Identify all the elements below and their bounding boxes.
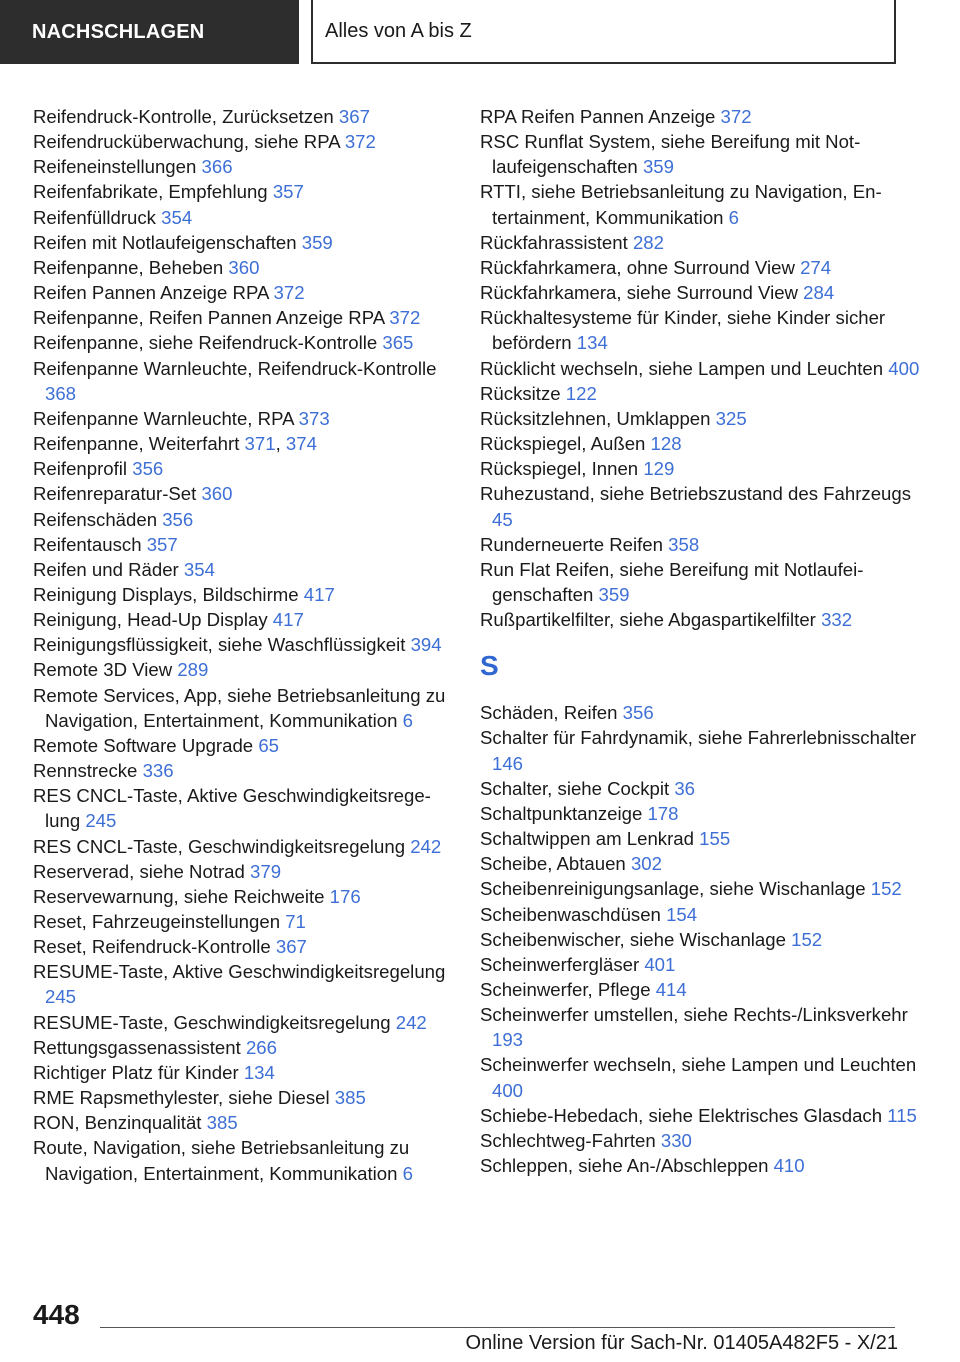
index-term: RME Rapsmethylester, siehe Diesel: [33, 1087, 330, 1109]
index-term: Reinigungsflüssigkeit, siehe Waschflüssigkeit: [33, 634, 406, 656]
index-entry: [33, 305, 453, 330]
index-term: Reifenpanne, siehe Reifendruck-Kontrolle: [33, 332, 378, 354]
page-reference-link[interactable]: 367: [338, 106, 370, 127]
page-reference-link[interactable]: 152: [791, 928, 823, 950]
page-reference-link[interactable]: 373: [298, 407, 330, 429]
page-reference-link[interactable]: 6: [728, 206, 740, 228]
index-entry: [33, 330, 453, 355]
index-entry: [480, 557, 920, 607]
index-term: Rücksitze: [480, 382, 561, 404]
index-term: Run Flat Reifen, siehe Bereifung mit Notlaufeigenschaften: [480, 558, 864, 605]
page-reference-link[interactable]: 274: [800, 256, 832, 278]
index-term: Reset, Reifendruck-Kontrolle: [33, 936, 271, 958]
index-group-r: [480, 104, 920, 632]
page-reference-link[interactable]: 6: [402, 1162, 413, 1184]
page-reference-link[interactable]: 65: [258, 734, 279, 756]
page-reference-link[interactable]: 372: [720, 106, 752, 127]
index-term: Route, Navigation, siehe Betriebsanleitung zu Navigation, Entertainment, Kommunikation: [33, 1137, 410, 1184]
page-reference-link[interactable]: 356: [162, 508, 194, 530]
page-reference-link[interactable]: 289: [177, 659, 209, 681]
index-entry: [33, 758, 453, 783]
index-entry: [480, 431, 920, 456]
page-reference-link[interactable]: 372: [273, 282, 305, 304]
page-reference-link[interactable]: 115: [887, 1104, 917, 1126]
page-reference-link[interactable]: 400: [888, 357, 920, 379]
index-entry: [33, 230, 453, 255]
index-term: RES CNCL-Taste, Geschwindigkeitsregelung: [33, 835, 406, 857]
index-entry: [33, 909, 453, 934]
page-reference-link[interactable]: 401: [644, 953, 676, 975]
index-term: Rücklicht wechseln, siehe Lampen und Leuchten: [480, 357, 884, 379]
index-group-s: [480, 700, 920, 1178]
page-reference-link[interactable]: 359: [598, 583, 630, 605]
index-entry: [33, 1085, 453, 1110]
index-term: Reifenpanne, Reifen Pannen Anzeige RPA: [33, 307, 385, 329]
page-reference-link[interactable]: 360: [228, 256, 260, 278]
index-entry: [480, 977, 920, 1002]
index-entry: [480, 1128, 920, 1153]
index-entry: [480, 305, 920, 355]
index-entry: [480, 1153, 920, 1178]
index-entry: [480, 952, 920, 977]
index-term: Scheibenwischer, siehe Wischanlage: [480, 928, 786, 950]
index-entry: [33, 104, 453, 129]
page-reference-link[interactable]: 332: [821, 609, 853, 631]
page-reference-link[interactable]: 368: [45, 382, 77, 404]
index-term: Reinigung, Head-Up Display: [33, 609, 268, 631]
index-term: Reservewarnung, siehe Reichweite: [33, 885, 325, 907]
page-reference-link[interactable]: 282: [632, 231, 664, 253]
index-term: Reifeneinstellungen: [33, 156, 197, 178]
index-entry: [33, 507, 453, 532]
page-reference-link[interactable]: 178: [647, 802, 679, 824]
index-term: RESUME-Taste, Aktive Geschwindigkeitsregelung: [33, 961, 446, 983]
page-reference-link[interactable]: 385: [206, 1112, 238, 1134]
index-term: Schlechtweg-Fahrten: [480, 1129, 656, 1151]
index-term: Scheinwerfer, Pflege: [480, 979, 651, 1000]
index-term: RTTI, siehe Betriebsanleitung zu Navigation, Entertainment, Kommunikation: [480, 181, 882, 228]
index-term: Scheibenwaschdüsen: [480, 903, 661, 925]
page-reference-link[interactable]: 36: [674, 777, 695, 799]
index-entry: [33, 557, 453, 582]
index-entry: [480, 801, 920, 826]
section-letter: S: [480, 650, 499, 682]
index-entry: [33, 657, 453, 682]
index-term: Schalter für Fahrdynamik, siehe Fahrerlebnisschalter: [480, 727, 917, 749]
index-column-left: [33, 104, 453, 1186]
index-term: Rußpartikelfilter, siehe Abgaspartikelfilter: [480, 609, 816, 631]
index-entry: [480, 406, 920, 431]
index-entry: [480, 725, 920, 775]
index-entry: [480, 700, 920, 725]
index-entry: [480, 1052, 920, 1102]
index-term: Reifenpanne Warnleuchte, RPA: [33, 407, 294, 429]
page-reference-link[interactable]: 410: [773, 1155, 805, 1177]
index-entry: [480, 280, 920, 305]
index-entry: [480, 902, 920, 927]
index-entry: [33, 179, 453, 204]
index-term: Scheinwerfer umstellen, siehe Rechts-/Linksverkehr: [480, 1004, 908, 1026]
page-reference-link[interactable]: 242: [410, 835, 442, 857]
index-term: Reifenfülldruck: [33, 206, 156, 228]
index-entry: [33, 934, 453, 959]
page-reference-link[interactable]: 154: [666, 903, 698, 925]
index-entry: [33, 607, 453, 632]
index-entry: [33, 884, 453, 909]
index-entry: [33, 834, 453, 859]
page-reference-link[interactable]: 325: [715, 407, 747, 429]
index-term: Reifenfabrikate, Empfehlung: [33, 181, 268, 203]
index-entry: [33, 859, 453, 884]
index-entry: [33, 683, 453, 733]
index-entry: [480, 456, 920, 481]
page-reference-link[interactable]: 358: [668, 533, 700, 555]
page-reference-link[interactable]: 417: [272, 609, 304, 631]
page-reference-link[interactable]: 417: [303, 583, 335, 605]
page-reference-link[interactable]: 242: [395, 1011, 427, 1033]
index-term: Reifentausch: [33, 533, 142, 555]
chapter-title: Alles von A bis Z: [311, 0, 896, 64]
index-term: RES CNCL-Taste, Aktive Geschwindigkeitsregelung: [33, 785, 431, 832]
index-entry: [480, 1103, 920, 1128]
index-entry: [480, 481, 920, 531]
index-entry: [33, 356, 453, 406]
index-term: Reserverad, siehe Notrad: [33, 860, 245, 882]
index-entry: [33, 1035, 453, 1060]
index-term: Reifenpanne Warnleuchte, Reifendruck-Kontrolle: [33, 357, 437, 379]
index-term: RON, Benzinqualität: [33, 1112, 202, 1134]
index-term: Reifen mit Notlaufeigenschaften: [33, 231, 297, 253]
index-term: RESUME-Taste, Geschwindigkeitsregelung: [33, 1011, 391, 1033]
page-reference-link[interactable]: 356: [132, 458, 164, 480]
index-term: Schalter, siehe Cockpit: [480, 777, 670, 799]
index-term: Rücksitzlehnen, Umklappen: [480, 407, 711, 429]
page-reference-link[interactable]: 414: [655, 979, 687, 1000]
index-entry: [33, 154, 453, 179]
index-entry: [33, 255, 453, 280]
index-term: Rückspiegel, Innen: [480, 458, 639, 480]
page-reference-link[interactable]: 245: [45, 986, 77, 1008]
index-entry: [480, 129, 920, 179]
page-reference-link[interactable]: 155: [699, 828, 731, 850]
index-term: Reifen Pannen Anzeige RPA: [33, 282, 269, 304]
index-entry: [33, 205, 453, 230]
index-entry: [480, 381, 920, 406]
index-term: Rückspiegel, Außen: [480, 433, 646, 455]
page-reference-link[interactable]: 122: [565, 382, 597, 404]
index-term: Schaltwippen am Lenkrad: [480, 828, 694, 850]
index-term: Schäden, Reifen: [480, 702, 618, 724]
page-reference-link[interactable]: 6: [402, 709, 413, 731]
index-entry: [33, 1010, 453, 1035]
index-term: Scheinwerfer wechseln, siehe Lampen und Leuchten: [480, 1054, 917, 1076]
index-entry: [480, 179, 920, 229]
index-entry: [480, 607, 920, 632]
page-reference-link[interactable]: 330: [660, 1129, 692, 1151]
index-entry: [480, 776, 920, 801]
index-column-right: [480, 104, 920, 1178]
page-number: 448: [33, 1299, 80, 1330]
index-entry: [33, 1060, 453, 1085]
page-reference-link[interactable]: 359: [301, 231, 333, 253]
index-entry: [33, 1135, 453, 1185]
index-term: Rückfahrkamera, siehe Surround View: [480, 282, 798, 304]
index-entry: [480, 255, 920, 280]
index-term: Reifenpanne, Weiterfahrt: [33, 433, 240, 455]
index-term: Ruhezustand, siehe Betriebszustand des Fahrzeugs: [480, 483, 912, 505]
page-reference-link[interactable]: 371: [244, 433, 276, 455]
page-reference-link[interactable]: 245: [85, 810, 117, 832]
page-reference-link[interactable]: 357: [146, 533, 178, 555]
page-reference-link[interactable]: 134: [576, 332, 608, 354]
index-entry: [33, 129, 453, 154]
index-entry: [480, 1002, 920, 1052]
page-reference-link[interactable]: 379: [250, 860, 282, 882]
page-reference-link[interactable]: 284: [803, 282, 835, 304]
index-term: Reifen und Räder: [33, 558, 179, 580]
page-reference-link[interactable]: 372: [389, 307, 421, 329]
index-term: Rückfahrkamera, ohne Surround View: [480, 256, 795, 278]
index-term: Rettungsgassenassistent: [33, 1036, 241, 1058]
index-term: Schleppen, siehe An-/Abschleppen: [480, 1155, 769, 1177]
index-term: Reifendrucküberwachung, siehe RPA: [33, 131, 340, 153]
page-reference-link[interactable]: 365: [382, 332, 414, 354]
index-term: Schiebe-Hebedach, siehe Elektrisches Glasdach: [480, 1104, 883, 1126]
index-entry: [33, 280, 453, 305]
index-entry: [33, 532, 453, 557]
index-entry: [33, 783, 453, 833]
index-entry: [33, 406, 453, 431]
index-term: Reifendruck-Kontrolle, Zurücksetzen: [33, 106, 334, 127]
index-term: Runderneuerte Reifen: [480, 533, 663, 555]
index-entry: [33, 733, 453, 758]
index-entry: [33, 431, 453, 456]
index-term: Remote Services, App, siehe Betriebsanleitung zu Navigation, Entertainment, Kommunikation: [33, 684, 446, 731]
index-term: RSC Runflat System, siehe Bereifung mit Notlaufeigenschaften: [480, 131, 861, 178]
index-term: Reifenprofil: [33, 458, 128, 480]
page-reference-link[interactable]: 302: [630, 853, 662, 875]
page-reference-link[interactable]: 128: [650, 433, 682, 455]
index-entry: [480, 532, 920, 557]
page-reference-link[interactable]: 45: [492, 508, 513, 530]
index-term: RPA Reifen Pannen Anzeige: [480, 106, 716, 127]
page-reference-link[interactable]: 146: [492, 752, 524, 774]
index-term: Scheibe, Abtauen: [480, 853, 626, 875]
index-term: Reifenreparatur-Set: [33, 483, 197, 505]
page-reference-link[interactable]: 366: [201, 156, 233, 178]
index-entry: [480, 876, 920, 901]
page-reference-link[interactable]: 359: [642, 156, 674, 178]
index-term: Remote 3D View: [33, 659, 173, 681]
index-term: Remote Software Upgrade: [33, 734, 254, 756]
index-term: Reset, Fahrzeugeinstellungen: [33, 911, 281, 932]
index-entry: [480, 851, 920, 876]
index-entry: [480, 826, 920, 851]
index-entry: [480, 356, 920, 381]
page-reference-link[interactable]: 357: [272, 181, 304, 203]
section-title: NACHSCHLAGEN: [0, 0, 299, 64]
page-reference-link[interactable]: 266: [245, 1036, 277, 1058]
index-entry: [480, 230, 920, 255]
index-term: Schaltpunktanzeige: [480, 802, 643, 824]
ref-separator: ,: [275, 433, 286, 455]
page-reference-link[interactable]: 193: [492, 1029, 524, 1051]
page-reference-link[interactable]: 385: [334, 1087, 366, 1109]
index-term: Rückfahrassistent: [480, 231, 628, 253]
index-term: Richtiger Platz für Kinder: [33, 1061, 239, 1083]
page-reference-link[interactable]: 134: [243, 1061, 275, 1083]
page-reference-link[interactable]: 372: [344, 131, 376, 153]
index-entry: [33, 456, 453, 481]
index-entry: [480, 104, 920, 129]
index-term: Reifenschäden: [33, 508, 158, 530]
page-reference-link[interactable]: 152: [870, 878, 902, 900]
page-reference-link[interactable]: 374: [285, 433, 317, 455]
page-reference-link[interactable]: 360: [201, 483, 233, 505]
page-reference-link[interactable]: 129: [643, 458, 675, 480]
index-term: Rennstrecke: [33, 760, 138, 782]
index-term: Scheibenreinigungsanlage, siehe Wischanlage: [480, 878, 866, 900]
footer-version: Online Version für Sach-Nr. 01405A482F5 - X/21: [465, 1332, 898, 1354]
index-term: Reinigung Displays, Bildschirme: [33, 583, 299, 605]
page-reference-link[interactable]: 394: [410, 634, 442, 656]
index-term: Reifenpanne, Beheben: [33, 256, 224, 278]
index-entry: [33, 1110, 453, 1135]
page-reference-link[interactable]: 176: [329, 885, 361, 907]
index-entry: [33, 632, 453, 657]
footer-divider: [100, 1327, 895, 1328]
page-reference-link[interactable]: 354: [183, 558, 215, 580]
index-term: Scheinwerfergläser: [480, 953, 640, 975]
page-header: [0, 0, 960, 66]
page-reference-link[interactable]: 400: [492, 1079, 524, 1101]
page-reference-link[interactable]: 356: [622, 702, 654, 724]
page-reference-link[interactable]: 367: [275, 936, 307, 958]
index-term: Rückhaltesysteme für Kinder, siehe Kinder sicher befördern: [480, 307, 886, 354]
index-entry: [33, 481, 453, 506]
index-entry: [480, 927, 920, 952]
page-reference-link[interactable]: 71: [285, 911, 306, 932]
page-reference-link[interactable]: 354: [161, 206, 193, 228]
index-entry: [33, 959, 453, 1009]
index-entry: [33, 582, 453, 607]
page-reference-link[interactable]: 336: [142, 760, 174, 782]
